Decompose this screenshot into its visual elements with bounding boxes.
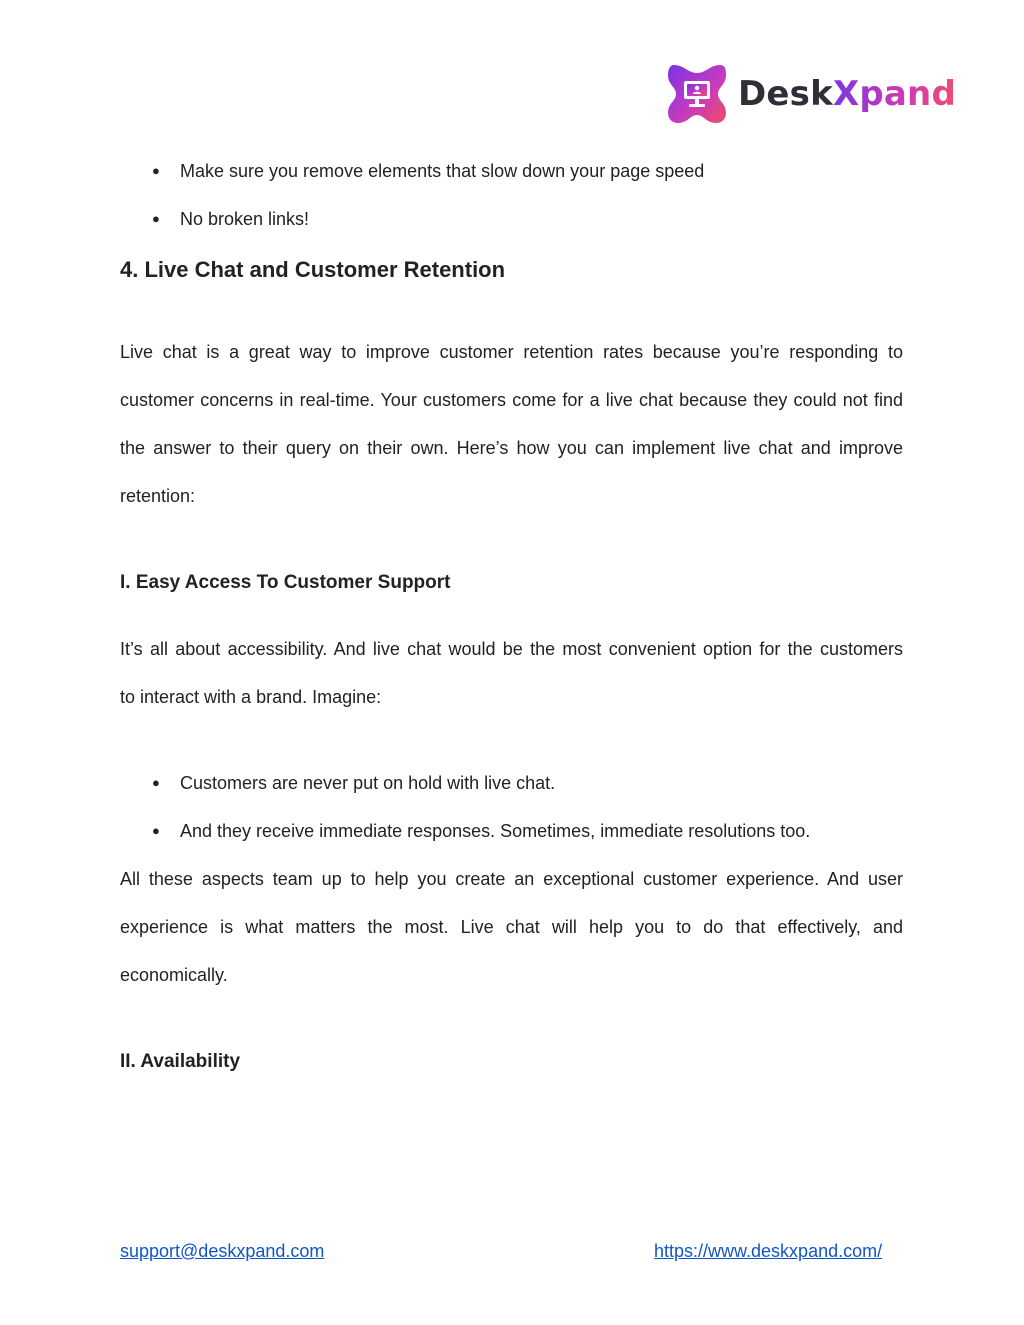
subsection-heading: I. Easy Access To Customer Support [120,572,451,593]
bullet-icon: ● [152,823,160,838]
paragraph-line: It’s all about accessibility. And live chat would be the most convenient option for the customers [120,639,903,659]
list-item-text: And they receive immediate responses. Sometimes, immediate resolutions too. [180,821,811,841]
paragraph-line: experience is what matters the most. Live chat will help you to do that effectively, and [120,917,903,937]
deskxpand-logo-icon [664,61,730,127]
paragraph-line: to interact with a brand. Imagine: [120,687,382,707]
paragraph-line: the answer to their query on their own. Here’s how you can implement live chat and improve [120,438,903,458]
paragraph-line: retention: [120,486,196,506]
list-item [152,819,810,843]
closing-paragraph [120,867,903,1011]
section-heading: 4. Live Chat and Customer Retention [120,257,506,282]
list-item-text: No broken links! [180,209,310,229]
bullet-icon: ● [152,775,160,790]
footer-website-link[interactable]: https://www.deskxpand.com/ [654,1241,883,1261]
deskxpand-logo [664,60,956,128]
list-item [152,207,309,231]
paragraph-line: Live chat is a great way to improve customer retention rates because you’re responding to [120,342,903,362]
list-item-text: Customers are never put on hold with live chat. [180,773,556,793]
list-item [152,159,704,183]
bullet-icon: ● [152,211,160,226]
logo-text-desk: Desk [738,74,833,114]
deskxpand-wordmark [738,74,956,114]
paragraph-line: All these aspects team up to help you create an exceptional customer experience. And user [120,869,903,889]
list-item [152,771,555,795]
subsection-heading: II. Availability [120,1051,241,1072]
bullet-icon: ● [152,163,160,178]
subsection-paragraph [120,637,903,733]
logo-text-xpand: Xpand [832,74,956,114]
footer-email-link[interactable]: support@deskxpand.com [120,1241,325,1261]
list-item-text: Make sure you remove elements that slow down your page speed [180,161,705,181]
paragraph-line: economically. [120,965,228,985]
section-paragraph [120,340,903,532]
paragraph-line: customer concerns in real-time. Your customers come for a live chat because they could not find [120,390,903,410]
